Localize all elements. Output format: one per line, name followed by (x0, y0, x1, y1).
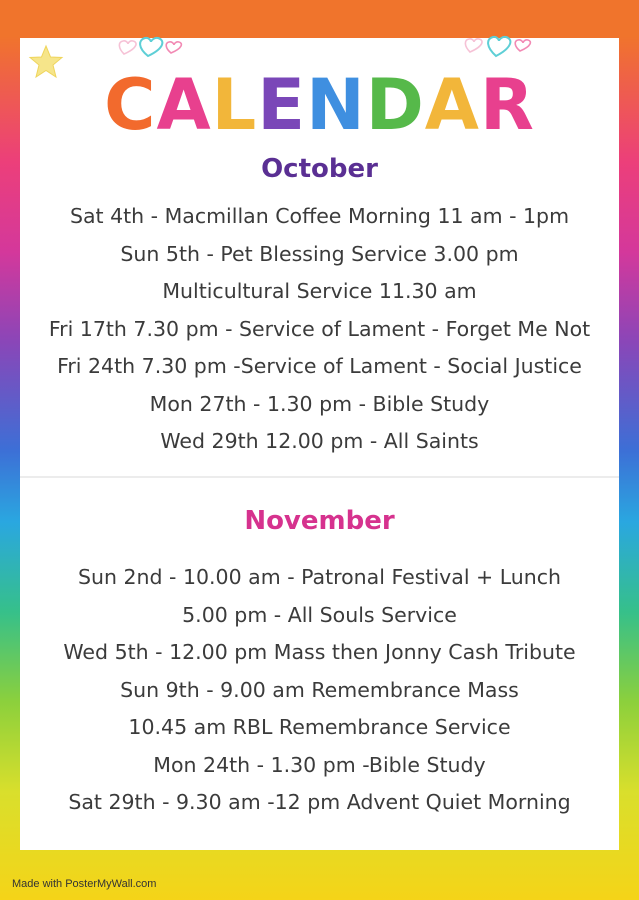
event-item: Sun 2nd - 10.00 am - Patronal Festival + Lunch (77, 565, 562, 589)
title-letter: C (104, 64, 157, 146)
event-item: Mon 27th - 1.30 pm - Bible Study (149, 391, 490, 416)
section-divider (20, 476, 619, 478)
event-item: Sat 29th - 9.30 am -12 pm Advent Quiet Morning (68, 790, 571, 814)
november-events (20, 559, 619, 822)
event-item: Mon 24th - 1.30 pm -Bible Study (153, 752, 486, 777)
title-letter: E (257, 64, 307, 146)
event-item: 10.45 am RBL Remembrance Service (128, 715, 511, 739)
calendar-title (20, 60, 619, 150)
title-letter: A (424, 64, 480, 146)
november-heading: November (244, 506, 395, 536)
footer-credit: Made with PosterMyWall.com (12, 878, 157, 890)
event-item: Sat 4th - Macmillan Coffee Morning 11 am - 1pm (69, 204, 570, 228)
title-letter: A (156, 64, 212, 146)
event-item: Sun 5th - Pet Blessing Service 3.00 pm (120, 241, 519, 266)
event-item: Fri 24th 7.30 pm -Service of Lament - Social Justice (57, 354, 582, 378)
event-item: Wed 5th - 12.00 pm Mass then Jonny Cash Tribute (63, 640, 576, 664)
hearts-icon (116, 34, 184, 58)
event-item: 5.00 pm - All Souls Service (182, 602, 457, 627)
october-heading: October (261, 154, 378, 184)
event-item: Multicultural Service 11.30 am (162, 279, 477, 303)
hearts-icon (462, 32, 534, 58)
event-item: Fri 17th 7.30 pm - Service of Lament - Forget Me Not (48, 316, 591, 341)
october-events (20, 198, 619, 461)
title-letter: R (479, 64, 535, 146)
title-letter: N (306, 64, 366, 146)
title-letter: L (211, 64, 258, 146)
event-item: Sun 9th - 9.00 am Remembrance Mass (120, 677, 519, 702)
event-item: Wed 29th 12.00 pm - All Saints (160, 429, 479, 453)
title-letter: D (365, 64, 425, 146)
